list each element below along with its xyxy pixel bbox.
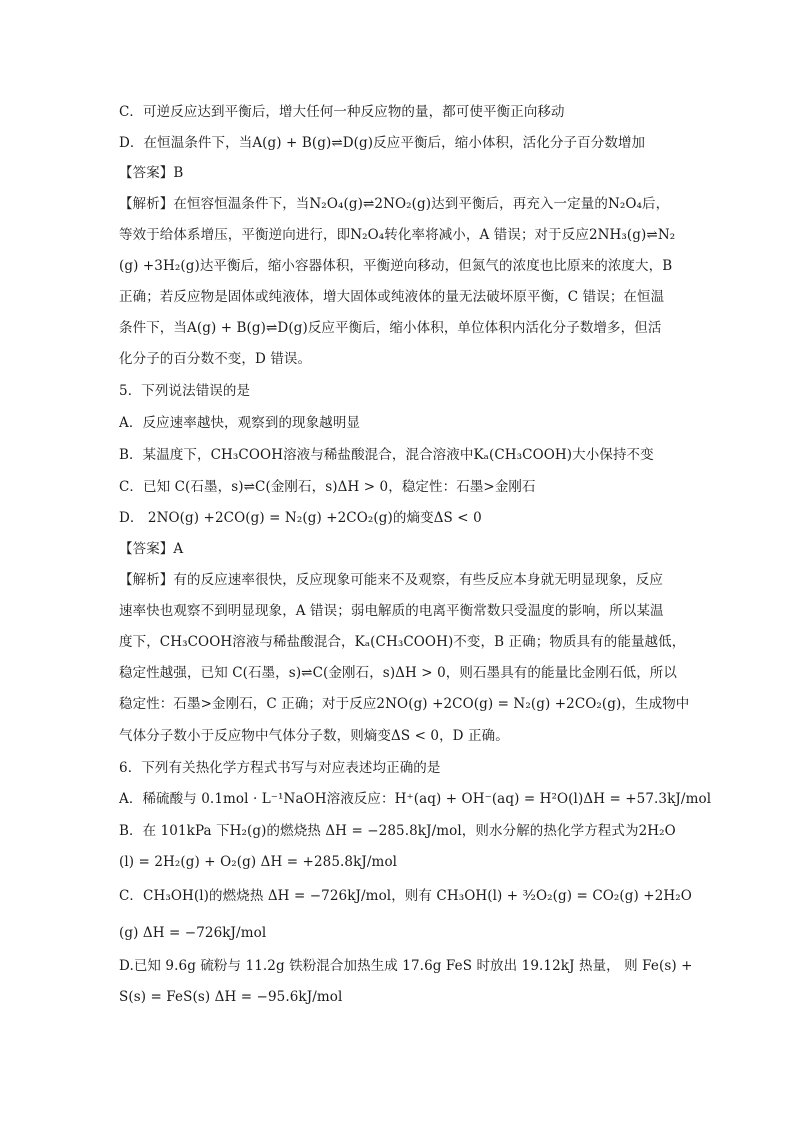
option-a-text: A．稀硫酸与 0.1mol · L⁻¹NaOH溶液反应：H⁺(aq) + OH⁻(aq) = H²O(l)ΔH = +57.3kJ/mol — [119, 791, 712, 807]
analysis-line: 稳定性：石墨>金刚石，C 正确；对于反应2NO(g) +2CO(g) = N₂(g) +2CO₂(g)，生成物中 — [119, 696, 690, 712]
analysis-line: 【解析】在恒容恒温条件下，当N₂O₄(g)⇌2NO₂(g)达到平衡后，再充入一定量的N₂O₄后， — [119, 196, 670, 212]
analysis-line: 气体分子数小于反应物中气体分子数，则熵变ΔS < 0，D 正确。 — [119, 728, 509, 744]
analysis-line: 等效于给体系增压，平衡逆向进行，即N₂O₄转化率将减小，A 错误；对于反应2NH₃(g)⇌N₂ — [119, 227, 676, 243]
analysis-line: 正确；若反应物是固体或纯液体，增大固体或纯液体的量无法破坏原平衡，C 错误；在恒温 — [119, 289, 665, 305]
question-6-stem: 6．下列有关热化学方程式书写与对应表述均正确的是 — [119, 760, 441, 776]
option-b-text: B．某温度下，CH₃COOH溶液与稀盐酸混合，混合溶液中Kₐ(CH₃COOH)大小保持不变 — [119, 447, 654, 463]
option-d-continued: S(s) = FeS(s) ΔH = −95.6kJ/mol — [119, 989, 343, 1005]
option-b-continued: (l) = 2H₂(g) + O₂(g) ΔH = +285.8kJ/mol — [119, 854, 398, 870]
option-c-text: C．已知 C(石墨，s)⇌C(金刚石，s)ΔH > 0，稳定性：石墨>金刚石 — [119, 479, 536, 495]
analysis-line: 度下，CH₃COOH溶液与稀盐酸混合，Kₐ(CH₃COOH)不变，B 正确；物质具有的能量越低， — [119, 634, 686, 650]
analysis-line: 化分子的百分数不变，D 错误。 — [119, 351, 312, 367]
option-c-continued: (g) ΔH = −726kJ/mol — [119, 925, 267, 941]
analysis-line: 条件下，当A(g) + B(g)⇌D(g)反应平衡后，缩小体积，单位体积内活化分子数增多，但活 — [119, 320, 662, 336]
answer-label: 【答案】A — [119, 541, 184, 557]
option-c-text: C．CH₃OH(l)的燃烧热 ΔH = −726kJ/mol，则有 CH₃OH(l) + ³⁄₂O₂(g) = CO₂(g) +2H₂O — [119, 888, 692, 904]
question-5-stem: 5．下列说法错误的是 — [119, 383, 251, 399]
option-b-text: B．在 101kPa 下H₂(g)的燃烧热 ΔH = −285.8kJ/mol，则水分解的热化学方程式为2H₂O — [119, 823, 676, 839]
option-a-text: A．反应速率越快，观察到的现象越明显 — [119, 415, 361, 431]
analysis-line: 【解析】有的反应速率很快，反应现象可能来不及观察，有些反应本身就无明显现象，反应 — [119, 572, 663, 588]
analysis-line: (g) +3H₂(g)达平衡后，缩小容器体积，平衡逆向移动，但氮气的浓度也比原来的浓度大，B — [119, 258, 673, 274]
analysis-line: 速率快也观察不到明显现象，A 错误；弱电解质的电离平衡常数只受温度的影响，所以某温 — [119, 603, 664, 619]
analysis-line: 稳定性越强，已知 C(石墨，s)⇌C(金刚石，s)ΔH > 0，则石墨具有的能量比金刚石低，所以 — [119, 665, 677, 681]
answer-label: 【答案】B — [119, 165, 184, 181]
option-d-text: D.已知 9.6g 硫粉与 11.2g 铁粉混合加热生成 17.6g FeS 时放出 19.12kJ 热量， 则 Fe(s) + — [119, 958, 693, 974]
option-d-text: D．在恒温条件下，当A(g) + B(g)⇌D(g)反应平衡后，缩小体积，活化分子百分数增加 — [119, 135, 646, 151]
option-d-text: D． 2NO(g) +2CO(g) = N₂(g) +2CO₂(g)的熵变ΔS < 0 — [119, 510, 482, 526]
option-c-text: C．可逆反应达到平衡后，增大任何一种反应物的量，都可使平衡正向移动 — [119, 104, 565, 120]
